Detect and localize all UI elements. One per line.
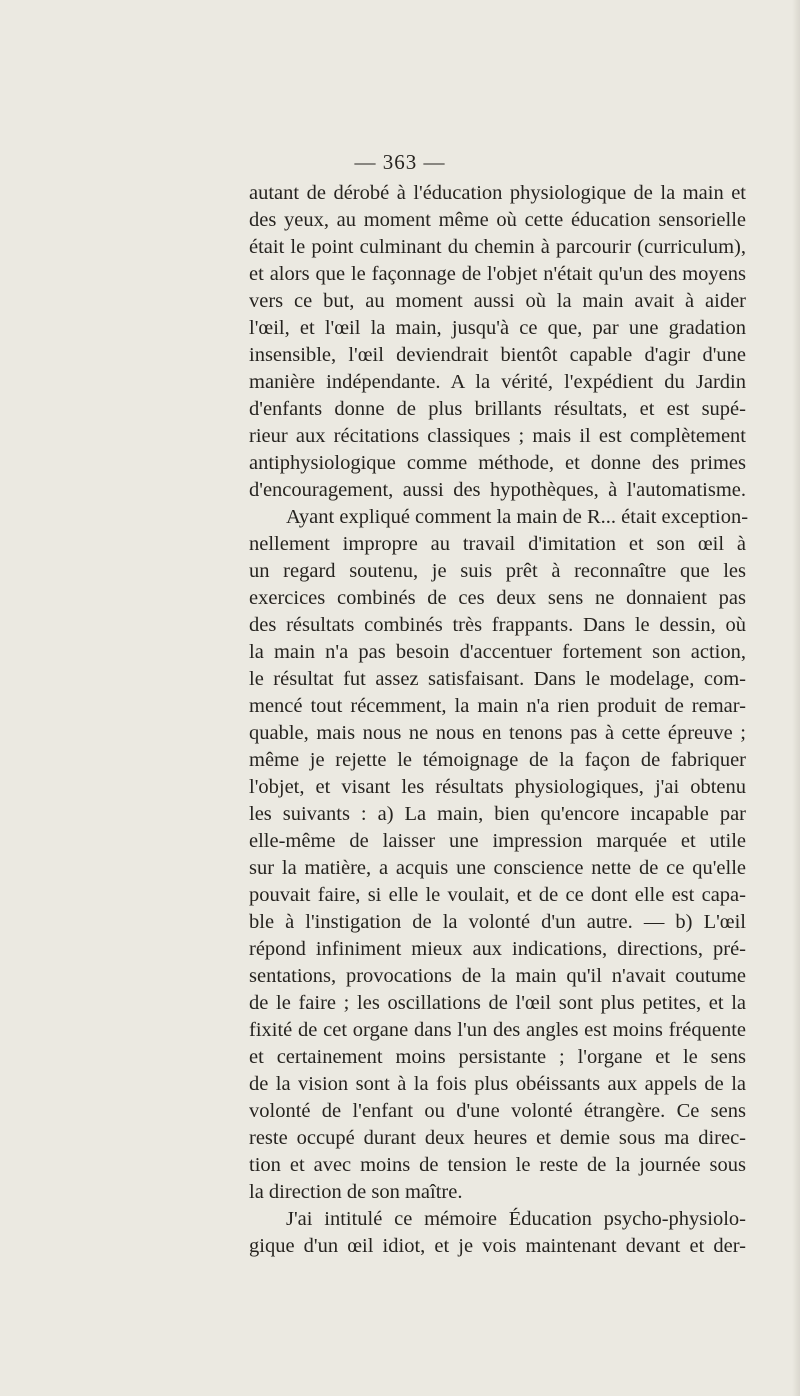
text-line: sur la matière, a acquis une conscience nette de ce qu'elle <box>249 857 746 879</box>
text-line: d'encouragement, aussi des hypothèques, à l'automatisme. <box>249 479 746 501</box>
text-line: vers ce but, au moment aussi où la main avait à aider <box>249 290 746 312</box>
text-line: pouvait faire, si elle le voulait, et de ce dont elle est capa- <box>249 884 746 906</box>
text-line: J'ai intitulé ce mémoire Éducation psycho-physiolo- <box>286 1208 746 1230</box>
text-line: Ayant expliqué comment la main de R... était exception- <box>286 506 749 528</box>
text-line: l'objet, et visant les résultats physiologiques, j'ai obtenu <box>249 776 746 798</box>
text-line: était le point culminant du chemin à parcourir (curriculum), <box>249 236 746 258</box>
text-line: quable, mais nous ne nous en tenons pas à cette épreuve ; <box>249 722 746 744</box>
text-line: elle-même de laisser une impression marquée et utile <box>249 830 746 852</box>
text-line: de la vision sont à la fois plus obéissants aux appels de la <box>249 1073 746 1095</box>
text-line: et alors que le façonnage de l'objet n'était qu'un des moyens <box>249 263 746 285</box>
text-line: même je rejette le témoignage de la façon de fabriquer <box>249 749 746 771</box>
text-line: des yeux, au moment même où cette éducation sensorielle <box>249 209 746 231</box>
text-line: de le faire ; les oscillations de l'œil sont plus petites, et la <box>249 992 746 1014</box>
text-line: ble à l'instigation de la volonté d'un autre. — b) L'œil <box>249 911 746 933</box>
text-line: sentations, provocations de la main qu'il n'avait coutume <box>249 965 746 987</box>
text-line: autant de dérobé à l'éducation physiologique de la main et <box>249 182 746 204</box>
text-line: gique d'un œil idiot, et je vois maintenant devant et der- <box>249 1235 746 1257</box>
text-line: l'œil, et l'œil la main, jusqu'à ce que, par une gradation <box>249 317 746 339</box>
body-text <box>249 180 749 1260</box>
text-line: d'enfants donne de plus brillants résultats, et est supé- <box>249 398 746 420</box>
text-line: insensible, l'œil deviendrait bientôt capable d'agir d'une <box>249 344 746 366</box>
text-line: la direction de son maître. <box>249 1181 463 1203</box>
text-line: manière indépendante. A la vérité, l'expédient du Jardin <box>249 371 746 393</box>
text-line: la main n'a pas besoin d'accentuer fortement son action, <box>249 641 746 663</box>
text-line: fixité de cet organe dans l'un des angles est moins fréquente <box>249 1019 746 1041</box>
page-number: — 363 — <box>354 150 446 174</box>
text-line: antiphysiologique comme méthode, et donne des primes <box>249 452 746 474</box>
text-line: un regard soutenu, je suis prêt à reconnaître que les <box>249 560 746 582</box>
text-line: les suivants : a) La main, bien qu'encore incapable par <box>249 803 746 825</box>
text-line: volonté de l'enfant ou d'une volonté étrangère. Ce sens <box>249 1100 746 1122</box>
text-line: mencé tout récemment, la main n'a rien produit de remar- <box>249 695 746 717</box>
text-line: et certainement moins persistante ; l'organe et le sens <box>249 1046 746 1068</box>
text-line: nellement impropre au travail d'imitation et son œil à <box>249 533 746 555</box>
text-line: le résultat fut assez satisfaisant. Dans le modelage, com- <box>249 668 746 690</box>
text-line: tion et avec moins de tension le reste de la journée sous <box>249 1154 746 1176</box>
text-line: répond infiniment mieux aux indications, directions, pré- <box>249 938 746 960</box>
text-line: des résultats combinés très frappants. Dans le dessin, où <box>249 614 746 636</box>
page-edge-shadow <box>792 0 800 1396</box>
text-line: exercices combinés de ces deux sens ne donnaient pas <box>249 587 746 609</box>
text-line: reste occupé durant deux heures et demie sous ma direc- <box>249 1127 746 1149</box>
text-line: rieur aux récitations classiques ; mais il est complètement <box>249 425 746 447</box>
